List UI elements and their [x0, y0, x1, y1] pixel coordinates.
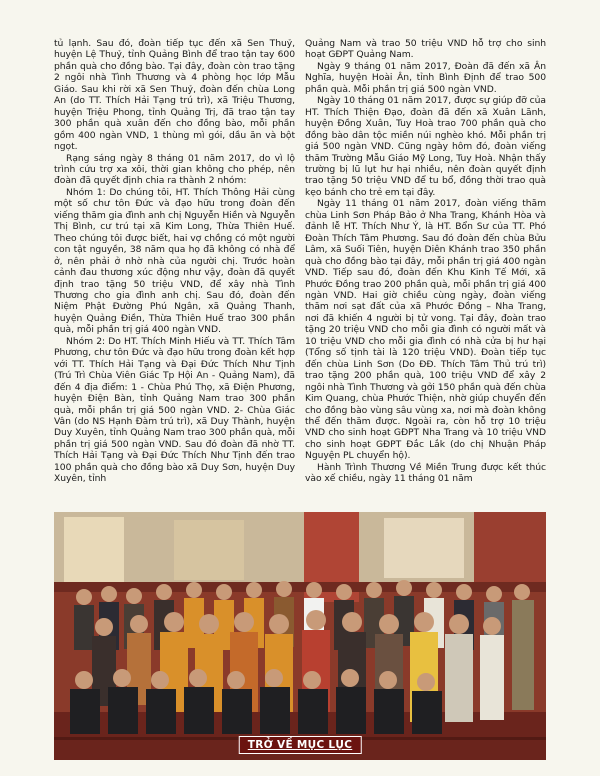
paragraph: Nhóm 1: Do chúng tôi, HT. Thích Thông Hải cùng một số chư tôn Đức và đạo hữu trong đoàn đến viếng thăm gia đình anh chị Nguyễn Hiền và Nguyễn Thị Bình, cư trú tại xã Kim Long, Thừa Thiên Huế. Theo chúng tôi được biết, hai vợ chồng có một người con tật nguyền, 38 năm qua họ đã không có nhà để ở, nên phải ở nhờ nhà của người chị. Trước hoàn cảnh đau thương xúc động như vậy, đoàn đã quyết định trao tặng 50 triệu VND, để xây nhà Tình Thương cho gia đình anh chị. Sau đó, đoàn đến Niệm Phật Đường Phú Ngân, xã Quảng Thanh, huyện Quảng Điền, Thừa Thiên Huế trao 300 phần quà, mỗi phần trị giá 400 ngàn VND.	[54, 186, 295, 336]
group-photo	[54, 512, 546, 760]
paragraph: Ngày 9 tháng 01 năm 2017, Đoàn đã đến xã Ân Nghĩa, huyện Hoài Ân, tỉnh Bình Định để trao 500 phần quà. Mỗi phần trị giá 500 ngàn VND.	[305, 60, 546, 95]
article-body	[54, 38, 546, 500]
paragraph: Hành Trình Thương Về Miền Trung được kết thúc vào xế chiều, ngày 11 tháng 01 năm	[305, 461, 546, 485]
group-photo-illustration	[54, 512, 546, 760]
paragraph: Ngày 10 tháng 01 năm 2017, được sự giúp đỡ của HT. Thích Thiện Đạo, đoàn đã đến xã Xuân Lãnh, huyện Đồng Xuân, Tuy Hoà trao 700 phần quà cho đồng bào dân tộc miền núi nghèo khó. Mỗi phần trị giá 500 ngàn VND. Cũng ngày hôm đó, đoàn viếng thăm Trường Mẫu Giáo Mỹ Long, Tuy Hoà. Nhận thấy trường bị lũ lụt hư hại nhiều, nên đoàn quyết định trao tặng 50 triệu VND để tu bổ, đồng thời trao quà kẹo bánh cho trẻ em tại đây.	[305, 95, 546, 198]
paragraph: Quảng Nam và trao 50 triệu VND hỗ trợ cho sinh hoạt GĐPT Quảng Nam.	[305, 38, 546, 61]
paragraph: Ngày 11 tháng 01 năm 2017, đoàn viếng thăm chùa Linh Sơn Pháp Bảo ở Nha Trang, Khánh Hòa và đảnh lễ HT. Thích Như Ý, là HT. Bổn Sư của TT. Phó Đoàn Thích Tâm Phương. Sau đó đoàn đến chùa Bửu Lâm, xã Suối Tiên, huyện Diên Khánh trao 350 phần quà cho đồng bào tại đây, mỗi phần trị giá 400 ngàn VND. Tiếp sau đó, đoàn đến Khu Kinh Tế Mới, xã Phước Đồng trao 200 phần quà, mỗi phần trị giá 400 ngàn VND. Hai giờ chiều cùng ngày, đoàn viếng thăm nơi sạt đất của xã Phước Đồng – Nha Trang, nơi đã khiến 4 người bị tử vong. Tại đây, đoàn trao tặng 20 triệu VND cho mỗi gia đình có người mất và 10 triệu VND cho mỗi gia đình có nhà cửa bị hư hại (Tổng số tịnh tài là 120 triệu VND). Đoàn tiếp tục đến chùa Linh Sơn (Do ĐĐ. Thích Tâm Thủ trú trì) trao tặng 200 phần quà, 100 triệu VND để xây 2 ngôi nhà Tình Thương và gởi 150 phần quà đến chùa Kim Quang, chùa Phước Thiện, nhờ giúp chuyển đến cho đồng bào vùng sâu vùng xa, nơi mà đoàn không thể đến thăm được. Ngoài ra, còn hỗ trợ 10 triệu VND cho sinh hoạt GĐPT Nha Trang và 10 triệu VND cho sinh hoạt GĐPT Đắc Lắk (do chị Nhuận Pháp Nguyện PL chuyển hộ).	[305, 198, 546, 462]
paragraph: tủ lạnh. Sau đó, đoàn tiếp tục đến xã Sen Thuỷ, huyện Lệ Thuỷ, tỉnh Quảng Bình để trao tận tay 600 phần quà cho đồng bào. Tại đây, đoàn còn trao tặng 2 ngôi nhà Tình Thương và 4 phòng học lớp Mẫu Giáo. Sau khi rời xã Sen Thuỷ, đoàn đến chùa Long An (do TT. Thích Hải Tạng trú trì), xã Triệu Thương, huyện Triệu Phong, tỉnh Quảng Trị, đã trao tận tay 300 phần quà xuân đến cho đồng bào, mỗi phần gồm 400 ngàn VND, 1 thùng mì gói, dầu ăn và bột ngọt.	[54, 38, 295, 153]
back-to-contents-link[interactable]: TRỞ VỀ MỤC LỤC	[239, 736, 362, 754]
right-column	[305, 38, 546, 500]
paragraph: Nhóm 2: Do HT. Thích Minh Hiếu và TT. Thích Tâm Phương, chư tôn Đức và đạo hữu trong đoàn kết hợp với TT. Thích Hải Tạng và Đại Đức Thích Như Tịnh (Trú Trì Chùa Viên Giác Tp Hội An - Quảng Nam), đã đến 4 địa điểm: 1 - Chùa Phú Thọ, xã Điện Phương, huyện Điện Bàn, tỉnh Quảng Nam trao 300 phần quà, mỗi phần trị giá 500 ngàn VND. 2- Chùa Giác Vân (do NS Hạnh Đàm trú trì), xã Duy Thành, huyện Duy Xuyên, tỉnh Quảng Nam trao 300 phần quà, mỗi phần trị giá 500 ngàn VND. Sau đó đoàn đã nhờ TT. Thích Hải Tạng và Đại Đức Thích Như Tịnh đến trao 100 phần quà cho đồng bào xã Duy Sơn, huyện Duy Xuyên, tỉnh	[54, 335, 295, 485]
left-column	[54, 38, 295, 500]
paragraph: Rạng sáng ngày 8 tháng 01 năm 2017, do vì lộ trình cứu trợ xa xôi, thời gian không cho phép, nên đoàn đã quyết định chia ra thành 2 nhóm:	[54, 152, 295, 187]
